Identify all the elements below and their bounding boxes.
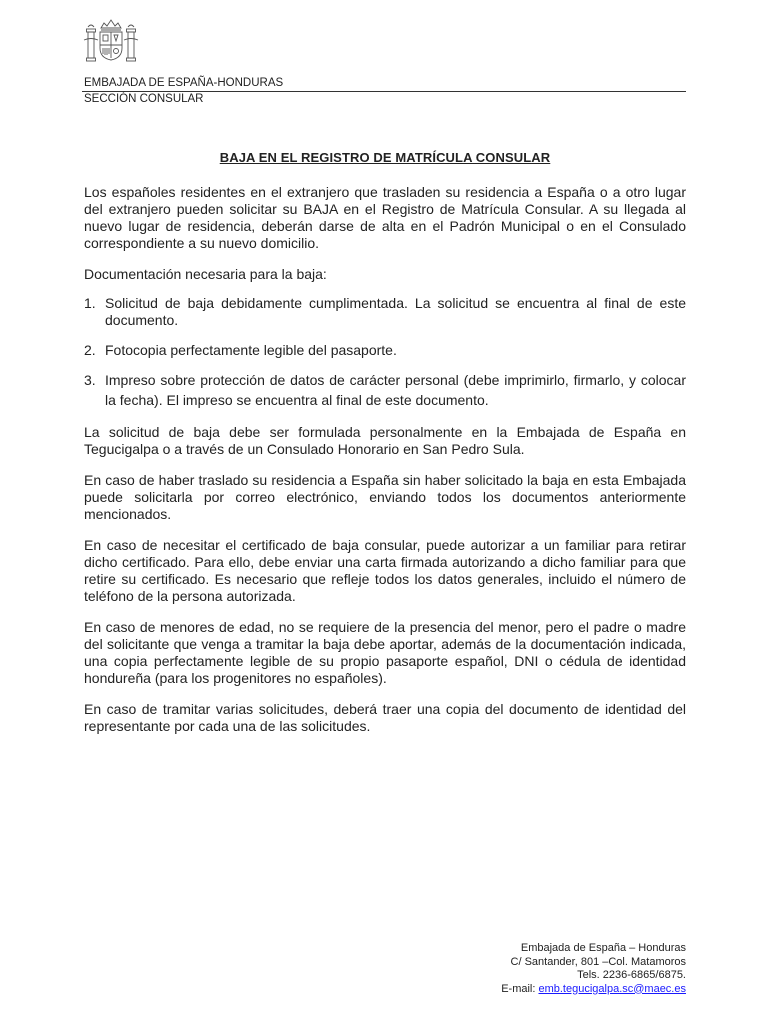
item-text: Solicitud de baja debidamente cumplimentada. La solicitud se encuentra al final de este documento. [105, 295, 686, 328]
document-title: BAJA EN EL REGISTRO DE MATRÍCULA CONSULAR [219, 150, 551, 165]
email-label: E-mail: [501, 982, 539, 995]
item-text: Fotocopia perfectamente legible del pasaporte. [105, 342, 397, 358]
footer-address: C/ Santander, 801 –Col. Matamoros [510, 955, 686, 968]
paragraph-minors: En caso de menores de edad, no se requiere de la presencia del menor, pero el padre o madre del solicitante que venga a tramitar la baja debe aportar, además de la documentación indicada, una copia perfectamente legible de su propio pasaporte español, DNI o cédula de identidad hondureña (para los progenitores no españoles). [84, 619, 686, 686]
paragraph-multiple: En caso de tramitar varias solicitudes, deberá traer una copia del documento de identidad del representante por cada una de las solicitudes. [84, 701, 686, 734]
list-item [84, 372, 686, 410]
consular-section: SECCIÓN CONSULAR [84, 93, 204, 105]
footer-email-line [501, 983, 686, 997]
email-link[interactable]: emb.tegucigalpa.sc@maec.es [538, 982, 686, 995]
letterhead [84, 76, 686, 107]
embassy-name: EMBAJADA DE ESPAÑA-HONDURAS [84, 77, 284, 89]
paragraph-in-person: La solicitud de baja debe ser formulada personalmente en la Embajada de España en Tegucigalpa o a través de un Consulado Honorario en San Pedro Sula. [84, 424, 686, 457]
docs-heading: Documentación necesaria para la baja: [84, 266, 327, 282]
footer-contact [501, 942, 686, 996]
item-number: 2. [84, 342, 96, 358]
requirements-list [84, 295, 686, 410]
list-item [84, 342, 686, 359]
intro-paragraph: Los españoles residentes en el extranjero que trasladen su residencia a España o a otro lugar del extranjero pueden solicitar su BAJA en el Registro de Matrícula Consular. A su llegada al nuevo lugar de residencia, deberán darse de alta en el Padrón Municipal o en el Consulado correspondiente a su nuevo domicilio. [84, 184, 686, 251]
item-number: 1. [84, 295, 96, 311]
document-body [84, 184, 686, 749]
item-number: 3. [84, 372, 96, 388]
coat-of-arms-icon [82, 18, 140, 64]
item-text: Impreso sobre protección de datos de carácter personal (debe imprimirlo, firmarlo, y colocar la fecha). El impreso se encuentra al final de este documento. [105, 372, 686, 408]
footer-org: Embajada de España – Honduras [520, 942, 686, 954]
footer-phone: Tels. 2236-6865/6875. [577, 969, 686, 981]
list-item [84, 295, 686, 329]
paragraph-by-email: En caso de haber traslado su residencia a España sin haber solicitado la baja en esta Embajada puede solicitarla por correo electrónico, enviando todos los documentos anteriormente mencionados. [84, 472, 686, 522]
paragraph-certificate: En caso de necesitar el certificado de baja consular, puede autorizar a un familiar para retirar dicho certificado. Para ello, debe enviar una carta firmada autorizando a dicho familiar para que retire su certificado. Es necesario que refleje todos los datos generales, incluido el número de teléfono de la persona autorizada. [84, 537, 686, 604]
